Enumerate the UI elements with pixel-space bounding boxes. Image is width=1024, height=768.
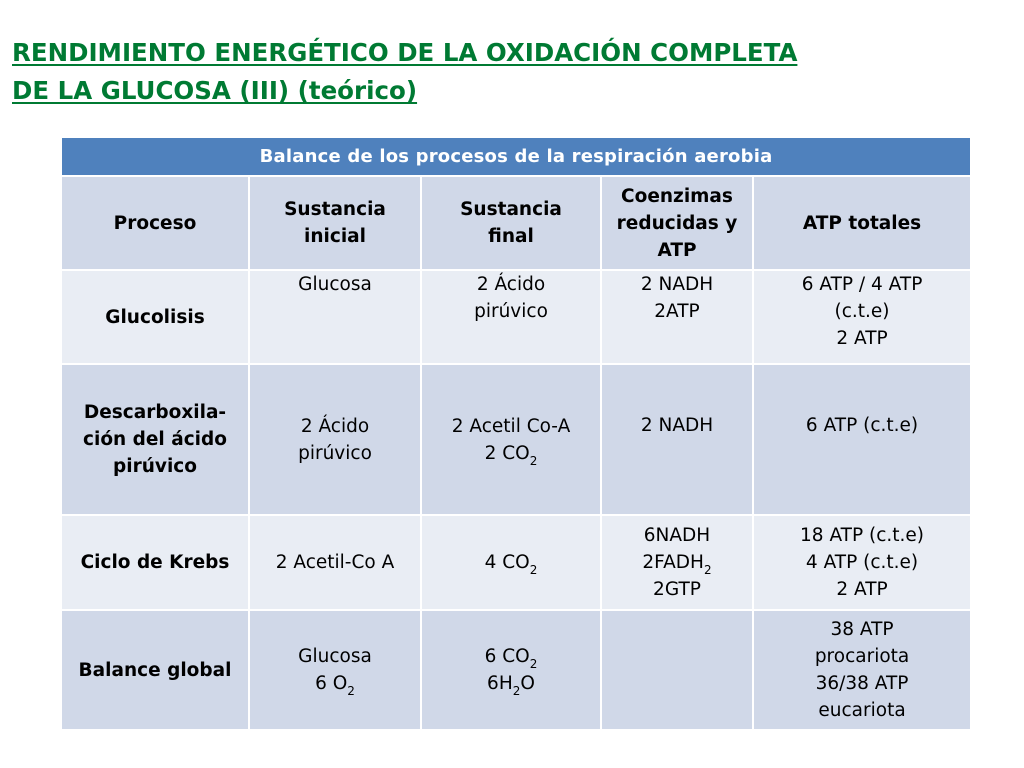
column-header-sustancia-final: Sustancia final <box>421 176 601 270</box>
slide-title <box>12 34 1012 110</box>
cell-final: 2 Ácido pirúvico <box>421 270 601 364</box>
cell-inicial: Glucosa <box>249 270 421 364</box>
cell-atp: 18 ATP (c.t.e) 4 ATP (c.t.e) 2 ATP <box>753 515 971 610</box>
cell-coenzimas <box>601 610 753 730</box>
table-row <box>61 610 971 730</box>
row-label-glucolisis: Glucolisis <box>61 270 249 364</box>
cell-coenzimas: 2 NADH <box>601 364 753 515</box>
table-caption-row <box>61 137 971 176</box>
row-label-ciclo-krebs: Ciclo de Krebs <box>61 515 249 610</box>
table-row <box>61 364 971 515</box>
column-header-coenzimas: Coenzimas reducidas y ATP <box>601 176 753 270</box>
cell-final: 4 $CO_2$ <box>421 515 601 610</box>
table-row <box>61 515 971 610</box>
balance-table <box>60 136 972 731</box>
cell-inicial: Glucosa 6 $O_2$ <box>249 610 421 730</box>
cell-atp: 6 ATP (c.t.e) <box>753 364 971 515</box>
cell-final: 6 $CO_2$ $6H_2O$ <box>421 610 601 730</box>
column-header-row <box>61 176 971 270</box>
title-line-1: RENDIMIENTO ENERGÉTICO DE LA OXIDACIÓN COMPLETA <box>12 38 798 67</box>
table-row <box>61 270 971 364</box>
column-header-proceso: Proceso <box>61 176 249 270</box>
row-label-descarboxilacion: Descarboxila- ción del ácido pirúvico <box>61 364 249 515</box>
cell-final: 2 Acetil Co-A 2 $CO_2$ <box>421 364 601 515</box>
column-header-atp-totales: ATP totales <box>753 176 971 270</box>
column-header-sustancia-inicial: Sustancia inicial <box>249 176 421 270</box>
table-caption: Balance de los procesos de la respiración aerobia <box>61 137 971 176</box>
cell-coenzimas: 2 NADH 2ATP <box>601 270 753 364</box>
title-line-2: DE LA GLUCOSA (III) (teórico) <box>12 76 418 105</box>
cell-atp: 6 ATP / 4 ATP (c.t.e) 2 ATP <box>753 270 971 364</box>
cell-atp: 38 ATP procariota 36/38 ATP eucariota <box>753 610 971 730</box>
cell-inicial: 2 Ácido pirúvico <box>249 364 421 515</box>
row-label-balance-global: Balance global <box>61 610 249 730</box>
cell-coenzimas: 6NADH $2FADH_2$ 2GTP <box>601 515 753 610</box>
cell-inicial: 2 Acetil-Co A <box>249 515 421 610</box>
